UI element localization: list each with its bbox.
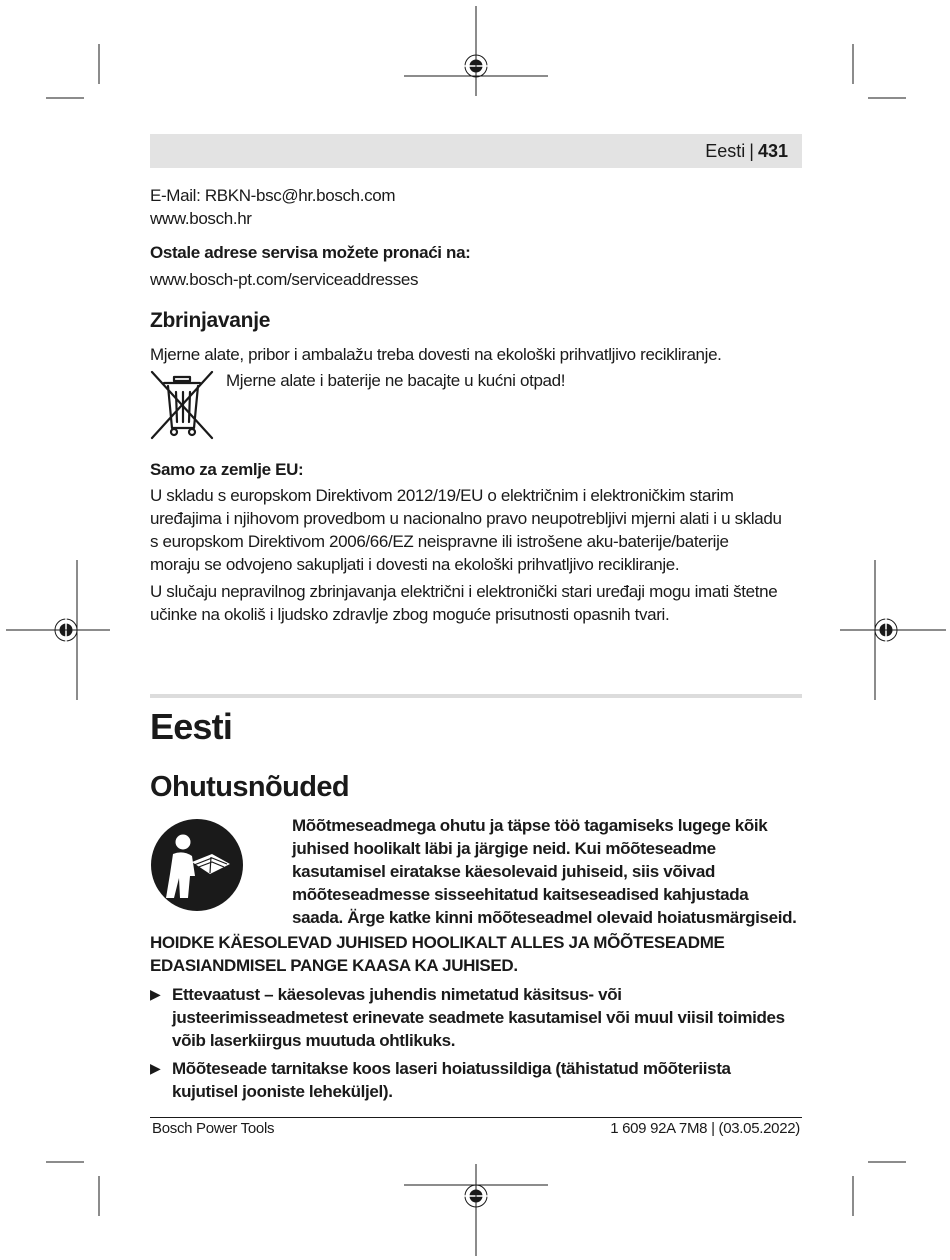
crossed-out-wheelie-bin-icon bbox=[150, 370, 216, 442]
list-item bbox=[150, 1057, 810, 1103]
bullet-line: Ettevaatust – käesolevas juhendis nimetatud käsitsus- või bbox=[172, 985, 622, 1004]
eu-line: U skladu s europskom Direktivom 2012/19/EU o električnim i elektroničkim starim bbox=[150, 486, 734, 505]
keep-instructions-line: EDASIANDMISEL PANGE KAASA KA JUHISED. bbox=[150, 956, 518, 975]
intro-line: Mõõtmeseadmega ohutu ja täpse töö tagamiseks lugege kõik bbox=[292, 816, 768, 835]
bullet-line: justeerimisseadmetest erinevate seadmete kasutamisel või muul viisil toimides bbox=[172, 1008, 785, 1027]
intro-line: saada. Ärge katke kinni mõõteseadmel olevaid hoiatusmärgiseid. bbox=[292, 908, 797, 927]
eu-line: moraju se odvojeno sakupljati i dovesti na ekološki prihvatljivo recikliranje. bbox=[150, 555, 680, 574]
footer-doc-number: 1 609 92A 7M8 | (03.05.2022) bbox=[610, 1120, 800, 1137]
registration-mark-icon bbox=[6, 560, 110, 700]
footer-divider bbox=[150, 1117, 802, 1118]
footer-brand: Bosch Power Tools bbox=[152, 1120, 275, 1137]
intro-line: mõõteseadmesse sisseehitatud kaitseseadised kahjustada bbox=[292, 885, 749, 904]
bullet-line: kujutisel jooniste leheküljel). bbox=[172, 1082, 393, 1101]
disposal-warning: Mjerne alate i baterije ne bacajte u kućni otpad! bbox=[226, 371, 566, 390]
disposal-intro: Mjerne alate, pribor i ambalažu treba dovesti na ekološki prihvatljivo recikliranje. bbox=[150, 345, 722, 364]
impact-line: učinke na okoliš i ljudsko zdravlje zbog moguće prisutnosti opasnih tvari. bbox=[150, 605, 670, 624]
service-url: www.bosch-pt.com/serviceaddresses bbox=[150, 270, 419, 289]
intro-line: juhised hoolikalt läbi ja järgige neid. Kui mõõteseadme bbox=[292, 839, 716, 858]
registration-mark-icon bbox=[404, 1164, 548, 1256]
section-title: Eesti bbox=[150, 706, 233, 747]
header-separator: | bbox=[749, 140, 754, 161]
contact-email: E-Mail: RBKN-bsc@hr.bosch.com bbox=[150, 186, 396, 205]
bullet-line: võib laserkiirgus muutuda ohtlikuks. bbox=[172, 1031, 456, 1050]
eu-heading: Samo za zemlje EU: bbox=[150, 460, 304, 479]
disposal-title: Zbrinjavanje bbox=[150, 309, 271, 332]
header-language: Eesti bbox=[705, 140, 746, 161]
safety-title: Ohutusnõuded bbox=[150, 771, 349, 803]
section-divider bbox=[150, 694, 802, 698]
bullet-line: Mõõteseade tarnitakse koos laseri hoiatussildiga (tähistatud mõõteriista bbox=[172, 1059, 731, 1078]
impact-line: U slučaju nepravilnog zbrinjavanja električni i elektronički stari uređaji mogu imati štetne bbox=[150, 582, 778, 601]
contact-website: www.bosch.hr bbox=[150, 209, 252, 228]
triangle-bullet-icon: ▶ bbox=[150, 986, 161, 1002]
eu-line: s europskom Direktivom 2006/66/EZ neispravne ili istrošene aku-baterije/baterije bbox=[150, 532, 729, 551]
list-item bbox=[150, 983, 810, 1052]
registration-mark-icon bbox=[840, 560, 946, 700]
registration-mark-icon bbox=[404, 6, 548, 96]
page-number: 431 bbox=[757, 140, 788, 161]
intro-line: kasutamisel eiratakse käesolevaid juhiseid, siis võivad bbox=[292, 862, 715, 881]
page-header bbox=[150, 134, 802, 168]
keep-instructions-line: HOIDKE KÄESOLEVAD JUHISED HOOLIKALT ALLES JA MÕÕTESEADME bbox=[150, 933, 725, 952]
service-heading: Ostale adrese servisa možete pronaći na: bbox=[150, 243, 471, 262]
read-manual-icon bbox=[150, 818, 246, 914]
eu-line: uređajima i njihovom provedbom u nacionalno pravo neupotrebljivi mjerni alati i u skladu bbox=[150, 509, 782, 528]
triangle-bullet-icon: ▶ bbox=[150, 1060, 161, 1076]
